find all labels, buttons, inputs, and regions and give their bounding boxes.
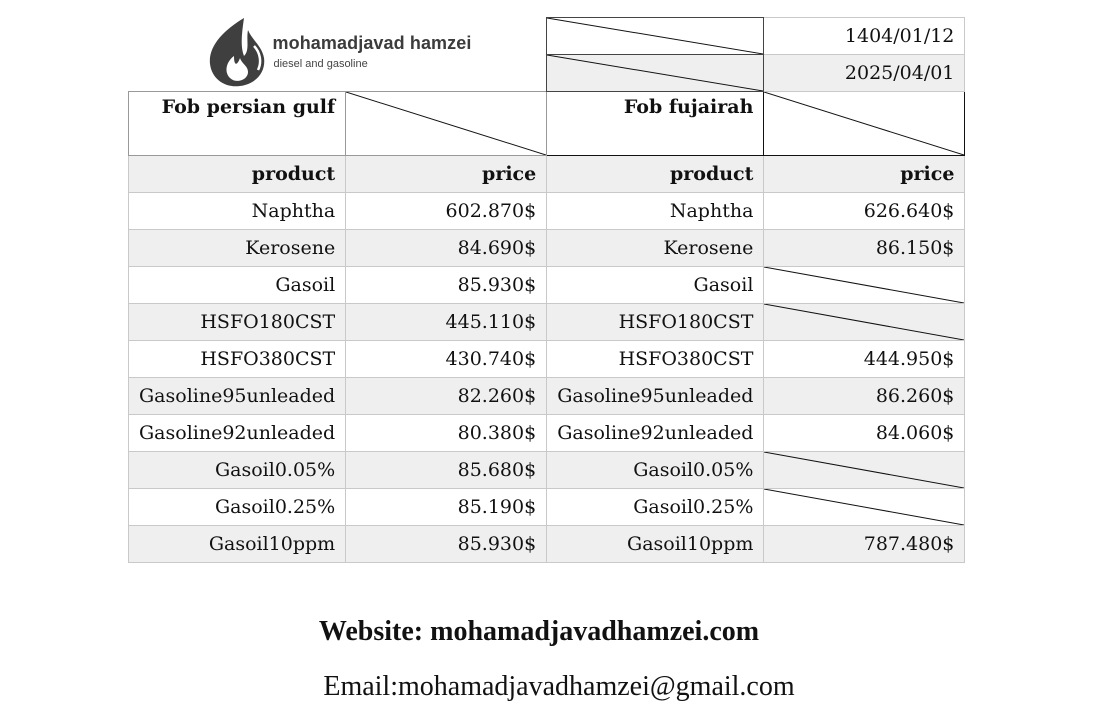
empty-diagonal-cell [764,489,965,526]
price-cell: 86.150$ [764,230,965,267]
product-cell: Gasoil [547,267,764,304]
header-row-date-1 [129,18,965,55]
table-row [129,267,965,304]
price-cell: 430.740$ [346,341,547,378]
table-row [129,489,965,526]
product-cell: Gasoil0.05% [547,452,764,489]
product-cell: Gasoil0.25% [547,489,764,526]
table-row [129,452,965,489]
email-text: Email:mohamadjavadhamzei@gmail.com [323,671,795,702]
brand-tagline: diesel and gasoline [273,57,368,70]
price-cell: 444.950$ [764,341,965,378]
table-row [129,341,965,378]
product-cell: HSFO380CST [547,341,764,378]
date-persian: 1404/01/12 [764,18,965,55]
table-row [129,415,965,452]
brand-name: mohamadjavad hamzei [272,32,472,53]
table-row [129,378,965,415]
empty-diagonal-cell [547,18,764,55]
product-cell: Gasoil10ppm [547,526,764,563]
table-row [129,230,965,267]
product-cell: Gasoline95unleaded [547,378,764,415]
empty-diagonal-cell [764,267,965,304]
product-cell: Gasoline92unleaded [547,415,764,452]
product-cell: Naphtha [129,193,346,230]
price-cell: 84.060$ [764,415,965,452]
price-cell: 787.480$ [764,526,965,563]
logo-area [129,18,547,92]
product-cell: Gasoline95unleaded [129,378,346,415]
empty-diagonal-cell [764,304,965,341]
table-row [129,526,965,563]
product-cell: Naphtha [547,193,764,230]
price-cell: 80.380$ [346,415,547,452]
product-cell: HSFO380CST [129,341,346,378]
price-cell: 85.930$ [346,267,547,304]
product-cell: HSFO180CST [547,304,764,341]
price-cell: 86.260$ [764,378,965,415]
table-row [129,304,965,341]
price-cell: 85.190$ [346,489,547,526]
product-cell: Gasoline92unleaded [129,415,346,452]
section-title-fujairah: Fob fujairah [547,92,764,156]
column-header-row [129,156,965,193]
table-row [129,193,965,230]
empty-diagonal-cell [764,92,965,156]
price-cell: 82.260$ [346,378,547,415]
product-cell: Gasoil0.25% [129,489,346,526]
empty-diagonal-cell [547,55,764,92]
column-header-product: product [129,156,346,193]
price-table [128,17,965,563]
price-cell: 85.680$ [346,452,547,489]
section-title-row [129,92,965,156]
product-cell: Gasoil [129,267,346,304]
price-cell: 445.110$ [346,304,547,341]
product-cell: Gasoil0.05% [129,452,346,489]
empty-diagonal-cell [764,452,965,489]
product-cell: HSFO180CST [129,304,346,341]
logo [204,18,534,88]
product-cell: Kerosene [547,230,764,267]
column-header-price: price [764,156,965,193]
date-gregorian: 2025/04/01 [764,55,965,92]
column-header-price: price [346,156,547,193]
price-cell: 602.870$ [346,193,547,230]
website-text: Website: mohamadjavadhamzei.com [318,616,760,647]
product-cell: Gasoil10ppm [129,526,346,563]
price-cell: 626.640$ [764,193,965,230]
empty-diagonal-cell [346,92,547,156]
product-cell: Kerosene [129,230,346,267]
column-header-product: product [547,156,764,193]
flame-drop-icon [204,18,270,88]
section-title-persian-gulf: Fob persian gulf [129,92,346,156]
price-cell: 84.690$ [346,230,547,267]
price-cell: 85.930$ [346,526,547,563]
